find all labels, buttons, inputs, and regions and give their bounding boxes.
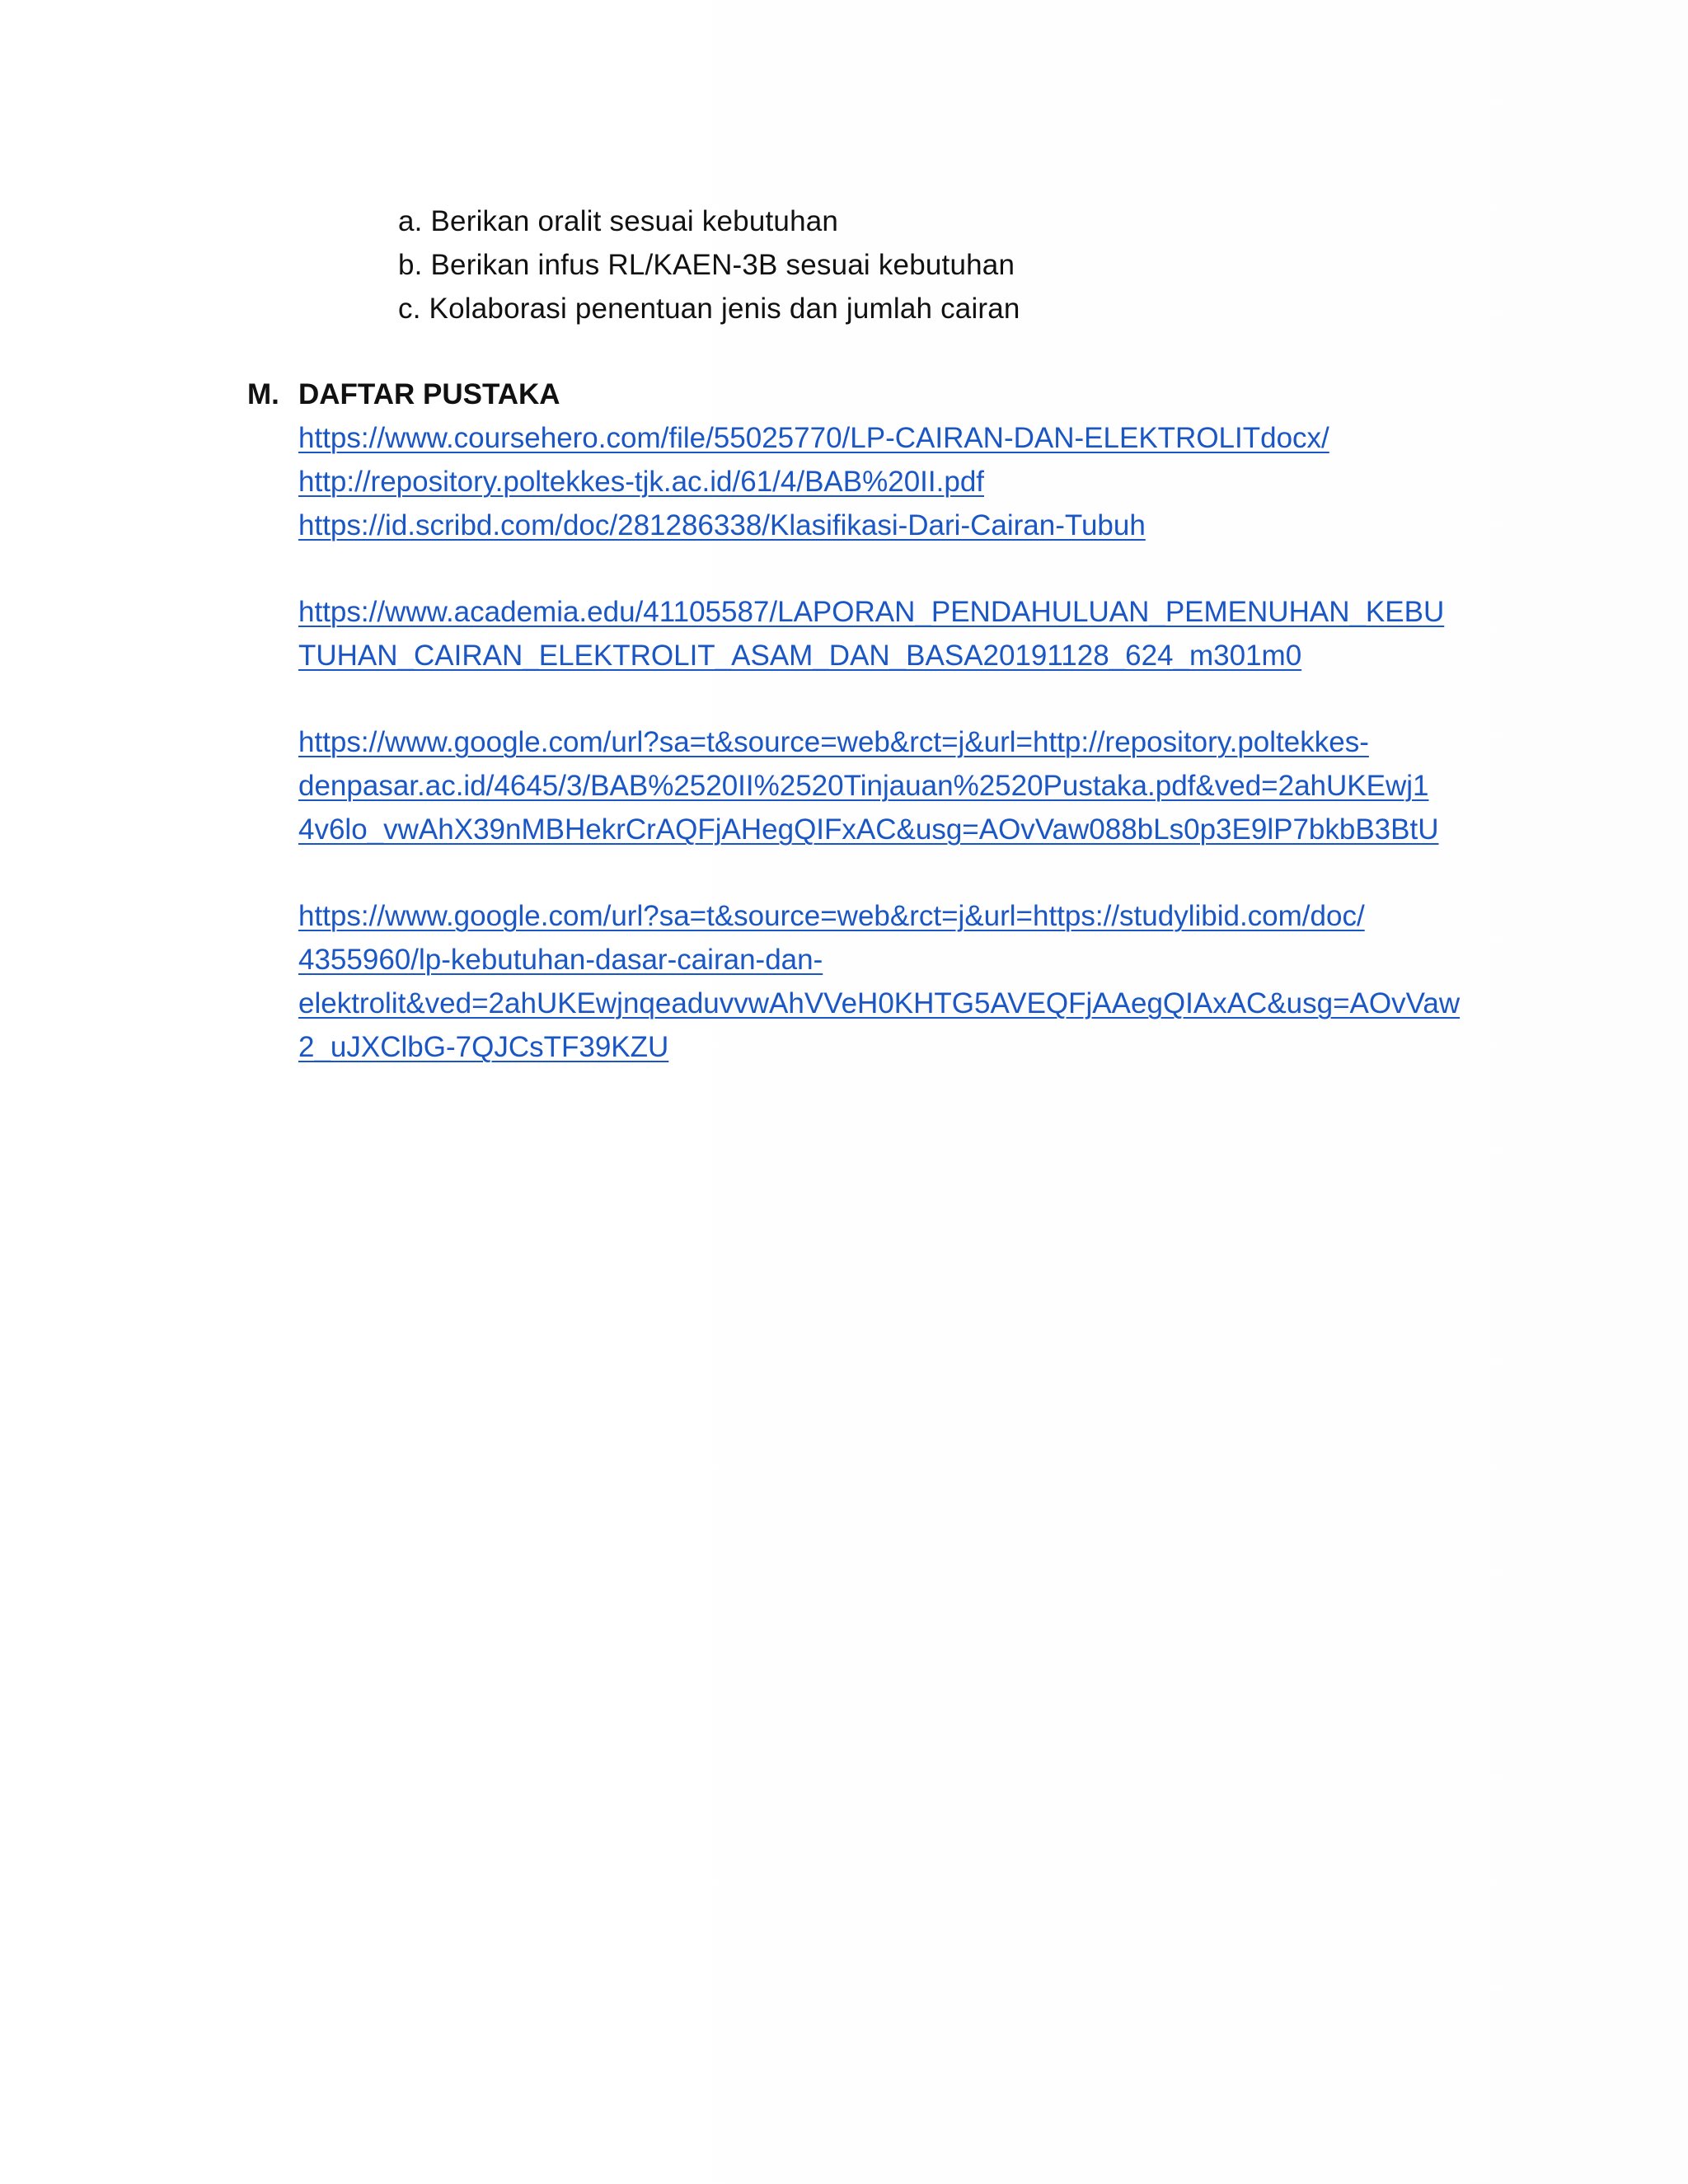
reference-link-6-line[interactable]: 2_uJXClbG-7QJCsTF39KZU	[298, 1031, 669, 1063]
reference-list	[298, 416, 1493, 1069]
reference-item-2	[298, 460, 1493, 504]
reference-link-6-line[interactable]: https://www.google.com/url?sa=t&source=web&rct=j&url=https://studylibid.com/doc/	[298, 900, 1365, 932]
reference-link-3[interactable]: https://id.scribd.com/doc/281286338/Klasifikasi-Dari-Cairan-Tubuh	[298, 509, 1146, 541]
section-number: M.	[247, 378, 279, 410]
reference-link-5-line[interactable]: 4v6lo_vwAhX39nMBHekrCrAQFjAHegQIFxAC&usg=AOvVaw088bLs0p3E9lP7bkbB3BtU	[298, 813, 1439, 846]
reference-link-6-line[interactable]: 4355960/lp-kebutuhan-dasar-cairan-dan-	[298, 944, 823, 976]
reference-item-1	[298, 416, 1493, 460]
reference-link-5-line[interactable]: denpasar.ac.id/4645/3/BAB%2520II%2520Tinjauan%2520Pustaka.pdf&ved=2ahUKEwj1	[298, 770, 1429, 802]
list-item: b. Berikan infus RL/KAEN-3B sesuai kebutuhan	[398, 249, 1015, 281]
reference-link-2[interactable]: http://repository.poltekkes-tjk.ac.id/61/4/BAB%20II.pdf	[298, 466, 985, 498]
reference-item-6	[298, 894, 1493, 1069]
reference-item-3	[298, 504, 1493, 547]
reference-link-4-line[interactable]: TUHAN_CAIRAN_ELEKTROLIT_ASAM_DAN_BASA20191128_624_m301m0	[298, 640, 1302, 672]
list-item: a. Berikan oralit sesuai kebutuhan	[398, 205, 839, 237]
reference-link-1[interactable]: https://www.coursehero.com/file/55025770/LP-CAIRAN-DAN-ELEKTROLITdocx/	[298, 422, 1329, 454]
reference-link-4-line[interactable]: https://www.academia.edu/41105587/LAPORAN_PENDAHULUAN_PEMENUHAN_KEBU	[298, 596, 1445, 628]
reference-link-6-line[interactable]: elektrolit&ved=2ahUKEwjnqeaduvvwAhVVeH0KHTG5AVEQFjAAegQIAxAC&usg=AOvVaw	[298, 987, 1461, 1019]
reference-item-4	[298, 590, 1493, 677]
intervention-list	[398, 199, 1552, 330]
reference-link-5-line[interactable]: https://www.google.com/url?sa=t&source=web&rct=j&url=http://repository.poltekkes-	[298, 726, 1369, 758]
reference-item-5	[298, 720, 1493, 851]
section-title: DAFTAR PUSTAKA	[298, 378, 560, 410]
list-item: c. Kolaborasi penentuan jenis dan jumlah cairan	[398, 293, 1020, 325]
section-heading	[247, 373, 560, 416]
